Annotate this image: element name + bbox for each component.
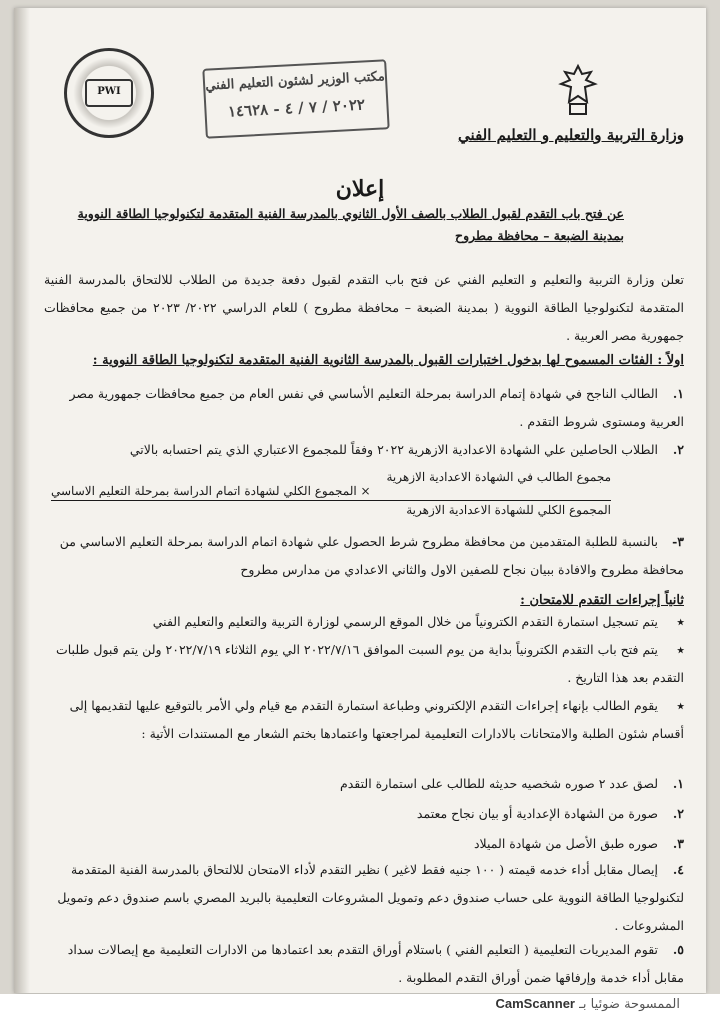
fraction-line [51,500,611,501]
procedure-2 [44,636,684,692]
fraction-denominator: المجموع الكلي للشهادة الاعدادية الازهرية [406,503,611,517]
item-number: ٤. [672,862,684,877]
stamp-office: مكتب الوزير لشئون التعليم الفني [205,69,386,94]
procedure-text: يتم تسجيل استمارة التقدم الكترونياً من خلال الموقع الرسمي لوزارة التربية والتعليم والتعليم الفني [152,614,659,629]
doc-item-3 [44,830,684,858]
section2-heading: ثانياً إجراءات التقدم للامتحان : [520,593,684,608]
intro-paragraph: تعلن وزارة التربية والتعليم و التعليم الفني عن فتح باب التقدم لقبول دفعة جديدة من الطلاب للالتحاق بالمدرسة الفنية المتقدمة لتكنولوجيا الطاقة النووية ( بمدينة الضبعة – محافظة مطروح ) للعام الدراسي ٢٠٢٢/ ٢٠٢٣ من جميع محافظات جمهورية مصر العربية . [44,272,684,343]
stamp-number-date: ٢٠٢٢ / ٧ / ٤ - ١٤٦٢٨ [227,95,366,121]
bullet-icon: ٭ [677,698,684,713]
item-number: ٥. [672,942,684,957]
item-number: ١. [672,386,684,401]
item-number: ٢. [672,442,684,457]
fraction-numerator: مجموع الطالب في الشهادة الاعدادية الازهرية [386,470,611,484]
item-text: إيصال مقابل أداء خدمه قيمته ( ١٠٠ جنيه فقط لاغير ) نظير التقدم لأداء الامتحان للالتحاق بالمدرسة الفنية المتقدمة لتكنولوجيا الطاقة النووية على حساب صندوق دعم وتمويل المشروعات التعليمية بالبريد المصري باسم صندوق دعم وتمويل المشروعات . [57,862,684,933]
item-text: الطلاب الحاصلين علي الشهادة الاعدادية الازهرية ٢٠٢٢ وفقاً للمجموع الاعتباري الذي يتم احتسابه بالاتي [129,442,659,457]
item-number: ١. [672,776,684,791]
item-number: ٣. [672,836,684,851]
procedure-text: يقوم الطالب بإنهاء إجراءات التقدم الإلكتروني وطباعة استمارة التقدم مع قيام ولي الأمر بالتوقيع عليها لتقديمها إلى أقسام شئون الطلبة والامتحانات بالادارات التعليمية لمراجعتها واعتمادها بختم الشعار مع المستندات الأتية : [69,698,684,741]
scanned-by-label: الممسوحة ضوئيا بـ [579,997,680,1012]
item-text: تقوم المديريات التعليمية ( التعليم الفني ) باستلام أوراق التقدم بعد اعتمادها من الادارات التعليمية مع إيصالات سداد مقابل أداء خدمة وإرفاقها ضمن أوراق التقدم المطلوبة . [67,942,684,985]
item-number: ٣- [672,534,684,549]
item-text: صوره طبق الأصل من شهادة الميلاد [473,836,659,851]
page-edge-shadow [14,8,30,993]
eagle-emblem-icon [555,62,601,118]
item-number: ٢. [672,806,684,821]
doc-item-5 [44,936,684,992]
fraction-multiplier: × المجموع الكلي لشهادة اتمام الدراسة بمرحلة التعليم الاساسي [51,484,371,498]
scanner-watermark [496,996,681,1012]
bullet-icon: ٭ [677,642,684,657]
seal-text: PWI [85,79,133,107]
bullet-icon: ٭ [677,614,684,629]
document-page [14,8,706,993]
item-text: الطالب الناجح في شهادة إتمام الدراسة بمرحلة التعليم الأساسي في نفس العام من جميع محافظات جمهورية مصر العربية ومستوى شروط التقدم . [69,386,684,429]
item-text: صورة من الشهادة الإعدادية أو بيان نجاح معتمد [416,806,659,821]
doc-item-2 [44,800,684,828]
announcement-subtitle: عن فتح باب التقدم لقبول الطلاب بالصف الأول الثانوي بالمدرسة الفنية المتقدمة لتكنولوجيا الطاقة النووية بمدينة الضبعة – محافظة مطروح [77,206,624,243]
item-text: لصق عدد ٢ صوره شخصيه حديثه للطالب على استمارة التقدم [339,776,659,791]
page-title: إعلان [335,176,385,202]
office-stamp [202,59,389,139]
section1-item-2 [44,436,684,464]
seal-emblem [64,48,154,138]
scanner-app-name: CamScanner [495,996,575,1011]
section1-item-1 [44,380,684,436]
procedure-3 [44,692,684,748]
doc-item-1 [44,770,684,798]
formula-fraction [51,470,611,517]
procedure-1 [44,608,684,636]
procedure-text: يتم فتح باب التقدم الكترونياً بداية من يوم السبت الموافق ٢٠٢٢/٧/١٦ الي يوم الثلاثاء ٢٠٢٢/٧/١٩ ولن يتم قبول طلبات التقدم بعد هذا التاريخ . [55,642,684,685]
doc-item-4 [44,856,684,940]
ministry-name: وزارة التربية والتعليم و التعليم الفني [458,126,684,144]
section1-item-3 [44,528,684,584]
item-text: بالنسبة للطلبة المتقدمين من محافظة مطروح شرط الحصول علي شهادة اتمام الدراسة بمرحلة التعليم الاساسي من محافظة مطروح والافادة ببيان نجاح للصفين الاول والثاني الاعدادي من مدارس مطروح [59,534,684,577]
section1-heading: اولاً : الفئات المسموح لها بدخول اختبارات القبول بالمدرسة الثانوية الفنية المتقدمة لتكنولوجيا الطاقة النووية : [92,353,684,368]
